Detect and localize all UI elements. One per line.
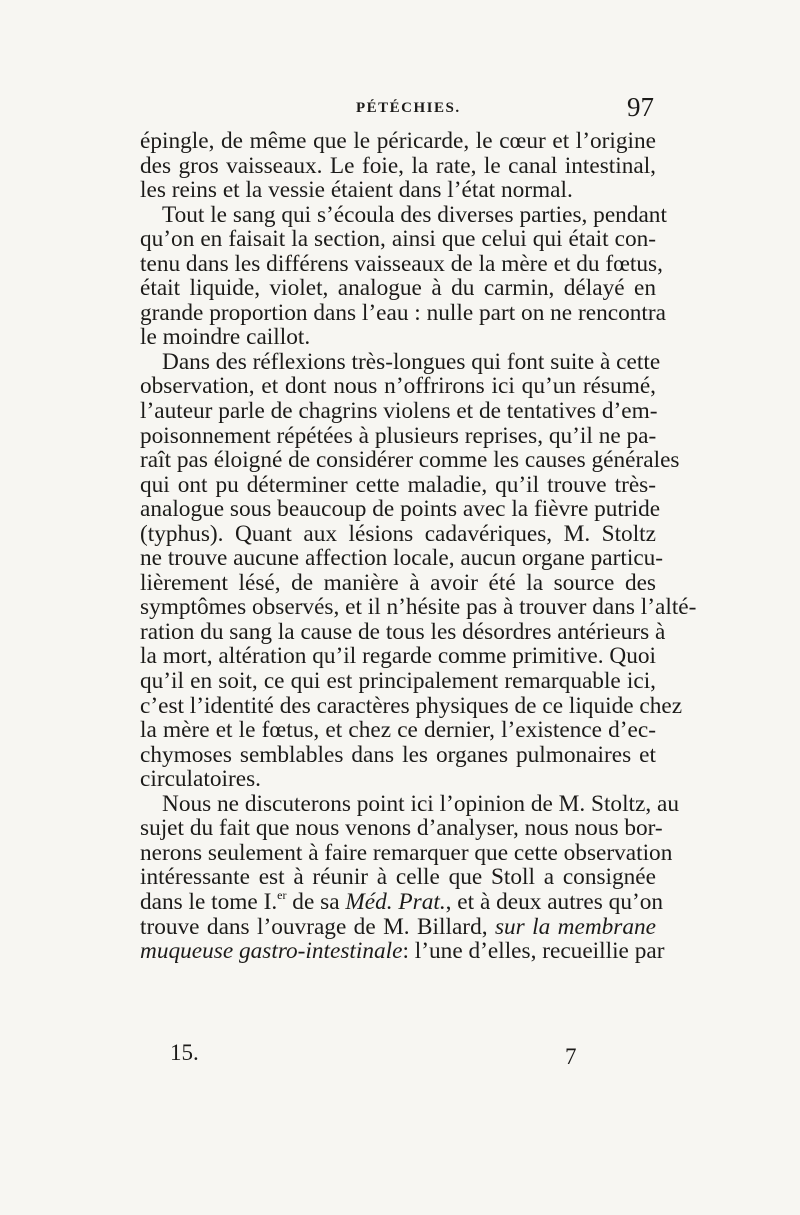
text-line: raît pas éloigné de considérer comme les causes générales: [140, 447, 680, 474]
running-head-title: PÉTÉCHIES.: [356, 100, 461, 116]
text-line: (typhus). Quant aux lésions cadavériques, M. Stoltz: [140, 520, 656, 547]
page-footer: [140, 1040, 656, 1076]
text-line: symptômes observés, et il n’hésite pas à trouver dans l’alté-: [140, 594, 697, 621]
text-line: intéressante est à réunir à celle que Stoll a consignée: [140, 864, 656, 891]
text-line: était liquide, violet, analogue à du carmin, délayé en: [140, 275, 656, 302]
text-line: ration du sang la cause de tous les désordres antérieurs à: [140, 618, 666, 645]
text-line-tome: [140, 887, 664, 915]
text-line: nerons seulement à faire remarquer que cette observation: [140, 839, 673, 866]
text-line: qui ont pu déterminer cette maladie, qu’il trouve très-: [140, 471, 656, 498]
text-line: les reins et la vessie étaient dans l’état normal.: [140, 177, 573, 204]
text-line: poisonnement répétées à plusieurs reprises, qu’il ne pa-: [140, 422, 657, 449]
tome-text-post: , et à deux autres qu’on: [445, 888, 664, 915]
sheet-number: 7: [565, 1044, 577, 1069]
billard-title-cont: muqueuse gastro-intestinale: [140, 938, 403, 965]
text-line-last: [140, 938, 665, 965]
text-line: qu’il en soit, ce qui est principalement remarquable ici,: [140, 668, 656, 695]
tome-text-mid: de sa: [286, 888, 346, 915]
text-line: le moindre caillot.: [140, 324, 311, 351]
text-line: Dans des réflexions très-longues qui font suite à cette: [162, 348, 661, 375]
text-line: c’est l’identité des caractères physiques de ce liquide chez: [140, 692, 683, 719]
billard-title: sur la membrane: [494, 913, 656, 940]
text-line: observation, et dont nous n’offrirons ici qu’un résumé,: [140, 373, 656, 400]
text-line: la mort, altération qu’il regarde comme primitive. Quoi: [140, 643, 656, 670]
ordinal-superscript: er: [277, 887, 287, 902]
text-line: analogue sous beaucoup de points avec la fièvre putride: [140, 496, 661, 523]
billard-text: trouve dans l’ouvrage de M. Billard,: [140, 913, 495, 940]
signature-mark: 15.: [170, 1040, 199, 1065]
text-line: Nous ne discuterons point ici l’opinion de M. Stoltz, au: [162, 790, 680, 817]
text-line: l’auteur parle de chagrins violens et de tentatives d’em-: [140, 398, 658, 425]
text-line-billard: [140, 915, 656, 940]
text-line: sujet du fait que nous venons d’analyser, nous nous bor-: [140, 815, 663, 842]
text-line: tenu dans les différens vaisseaux de la mère et du fœtus,: [140, 250, 663, 277]
body-text: [140, 128, 697, 965]
text-line: qu’on en faisait la section, ainsi que celui qui était con-: [140, 226, 656, 253]
text-line: épingle, de même que le péricarde, le cœur et l’origine: [140, 128, 656, 154]
page-number: 97: [627, 92, 654, 122]
last-line-text: : l’une d’elles, recueillie par: [402, 938, 665, 965]
text-line: ne trouve aucune affection locale, aucun organe particu-: [140, 545, 664, 572]
text-line: la mère et le fœtus, et chez ce dernier, l’existence d’ec-: [140, 717, 656, 744]
text-line: grande proportion dans l’eau : nulle part on ne rencontra: [140, 299, 666, 326]
running-head: [140, 92, 656, 126]
text-line: Tout le sang qui s’écoula des diverses parties, pendant: [162, 201, 667, 228]
work-title: Méd. Prat.: [345, 888, 446, 915]
text-line: circulatoires.: [140, 766, 261, 793]
tome-text: dans le tome I.: [140, 888, 278, 915]
text-line: des gros vaisseaux. Le foie, la rate, le canal intestinal,: [140, 152, 656, 179]
text-line: lièrement lésé, de manière à avoir été la source des: [140, 569, 656, 596]
text-line: chymoses semblables dans les organes pulmonaires et: [140, 741, 656, 768]
